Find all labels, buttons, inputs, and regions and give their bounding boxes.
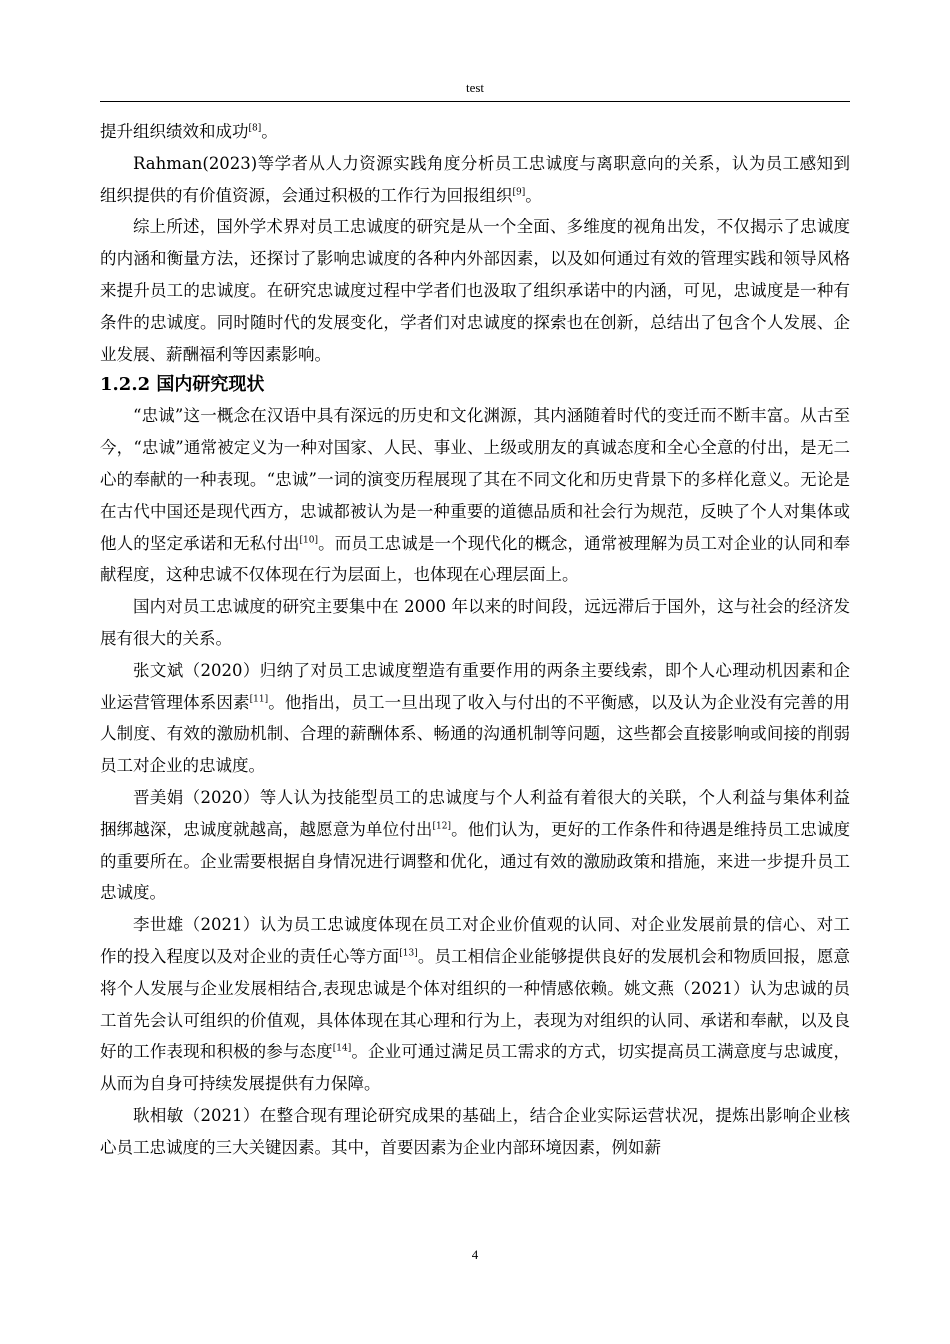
paragraph-7: 晋美娟（2020）等人认为技能型员工的忠诚度与个人利益有着很大的关联，个人利益与集体利益捆绑越深，忠诚度就越高，越愿意为单位付出[12]。他们认为，更好的工作条件和待遇是维持员工忠诚度的重要所在。企业需要根据自身情况进行调整和优化，通过有效的激励政策和措施，来进一步提升员工忠诚度。 [100, 787, 851, 903]
citation-14: [14] [332, 1043, 352, 1054]
paragraph-5: 国内对员工忠诚度的研究主要集中在 2000 年以来的时间段，远远滞后于国外，这与社会的经济发展有很大的关系。 [100, 597, 850, 648]
page-footer [100, 1247, 850, 1263]
paragraph-4: “忠诚”这一概念在汉语中具有深远的历史和文化渊源，其内涵随着时代的变迁而不断丰富。从古至今，“忠诚”通常被定义为一种对国家、人民、事业、上级或朋友的真诚态度和全心全意的付出，是无二心的奉献的一种表现。“忠诚”一词的演变历程展现了其在不同文化和历史背景下的多样化意义。无论是在古代中国还是现代西方，忠诚都被认为是一种重要的道德品质和社会行为规范，反映了个人对集体或他人的坚定承诺和无私付出[10]。而员工忠诚是一个现代化的概念，通常被理解为员工对企业的认同和奉献程度，这种忠诚不仅体现在行为层面上，也体现在心理层面上。 [100, 406, 851, 585]
citation-12: [12] [432, 821, 451, 832]
paragraph-3: 综上所述，国外学术界对员工忠诚度的研究是从一个全面、多维度的视角出发，不仅揭示了忠诚度的内涵和衡量方法，还探讨了影响忠诚度的各种内外部因素，以及如何通过有效的管理实践和领导风格来提升员工的忠诚度。在研究忠诚度过程中学者们也汲取了组织承诺中的内涵，可见，忠诚度是一种有条件的忠诚度。同时随时代的发展变化，学者们对忠诚度的探索也在创新，总结出了包含个人发展、企业发展、薪酬福利等因素影响。 [100, 217, 850, 364]
document-body [100, 116, 850, 1164]
citation-11: [11] [249, 694, 269, 705]
paragraph-8: 李世雄（2021）认为员工忠诚度体现在员工对企业价值观的认同、对企业发展前景的信心、对工作的投入程度以及对企业的责任心等方面[13]。员工相信企业能够提供良好的发展机会和物质回报，愿意将个人发展与企业发展相结合,表现忠诚是个体对组织的一种情感依赖。姚文燕（2021）认为忠诚的员工首先会认可组织的价值观，具体体现在其心理和行为上，表现为对组织的认同、承诺和奉献，以及良好的工作表现和积极的参与态度[14]。企业可通过满足员工需求的方式，切实提高员工满意度与忠诚度，从而为自身可持续发展提供有力保障。 [100, 915, 851, 1094]
paragraph-9: 耿相敏（2021）在整合现有理论研究成果的基础上，结合企业实际运营状况，提炼出影响企业核心员工忠诚度的三大关键因素。其中，首要因素为企业内部环境因素，例如薪 [100, 1105, 850, 1157]
section-heading: 1.2.2 国内研究现状 [100, 374, 265, 396]
citation-10: [10] [299, 535, 318, 546]
page-header [100, 80, 850, 102]
citation-9: [9] [512, 187, 526, 198]
citation-8: [8] [248, 123, 262, 134]
paragraph-6: 张文斌（2020）归纳了对员工忠诚度塑造有重要作用的两条主要线索，即个人心理动机因素和企业运营管理体系因素[11]。他指出，员工一旦出现了收入与付出的不平衡感，以及认为企业没有完善的用人制度、有效的激励机制、合理的薪酬体系、畅通的沟通机制等问题，这些都会直接影响或间接的削弱员工对企业的忠诚度。 [100, 660, 851, 776]
page-number: 4 [471, 1247, 479, 1262]
header-text: test [465, 80, 485, 95]
citation-13: [13] [399, 948, 418, 959]
paragraph-2: Rahman(2023)等学者从人力资源实践角度分析员工忠诚度与离职意向的关系，认为员工感知到组织提供的有价值资源，会通过积极的工作行为回报组织[9]。 [100, 153, 850, 205]
paragraph-1: 提升组织绩效和成功[8]。 [100, 122, 278, 141]
